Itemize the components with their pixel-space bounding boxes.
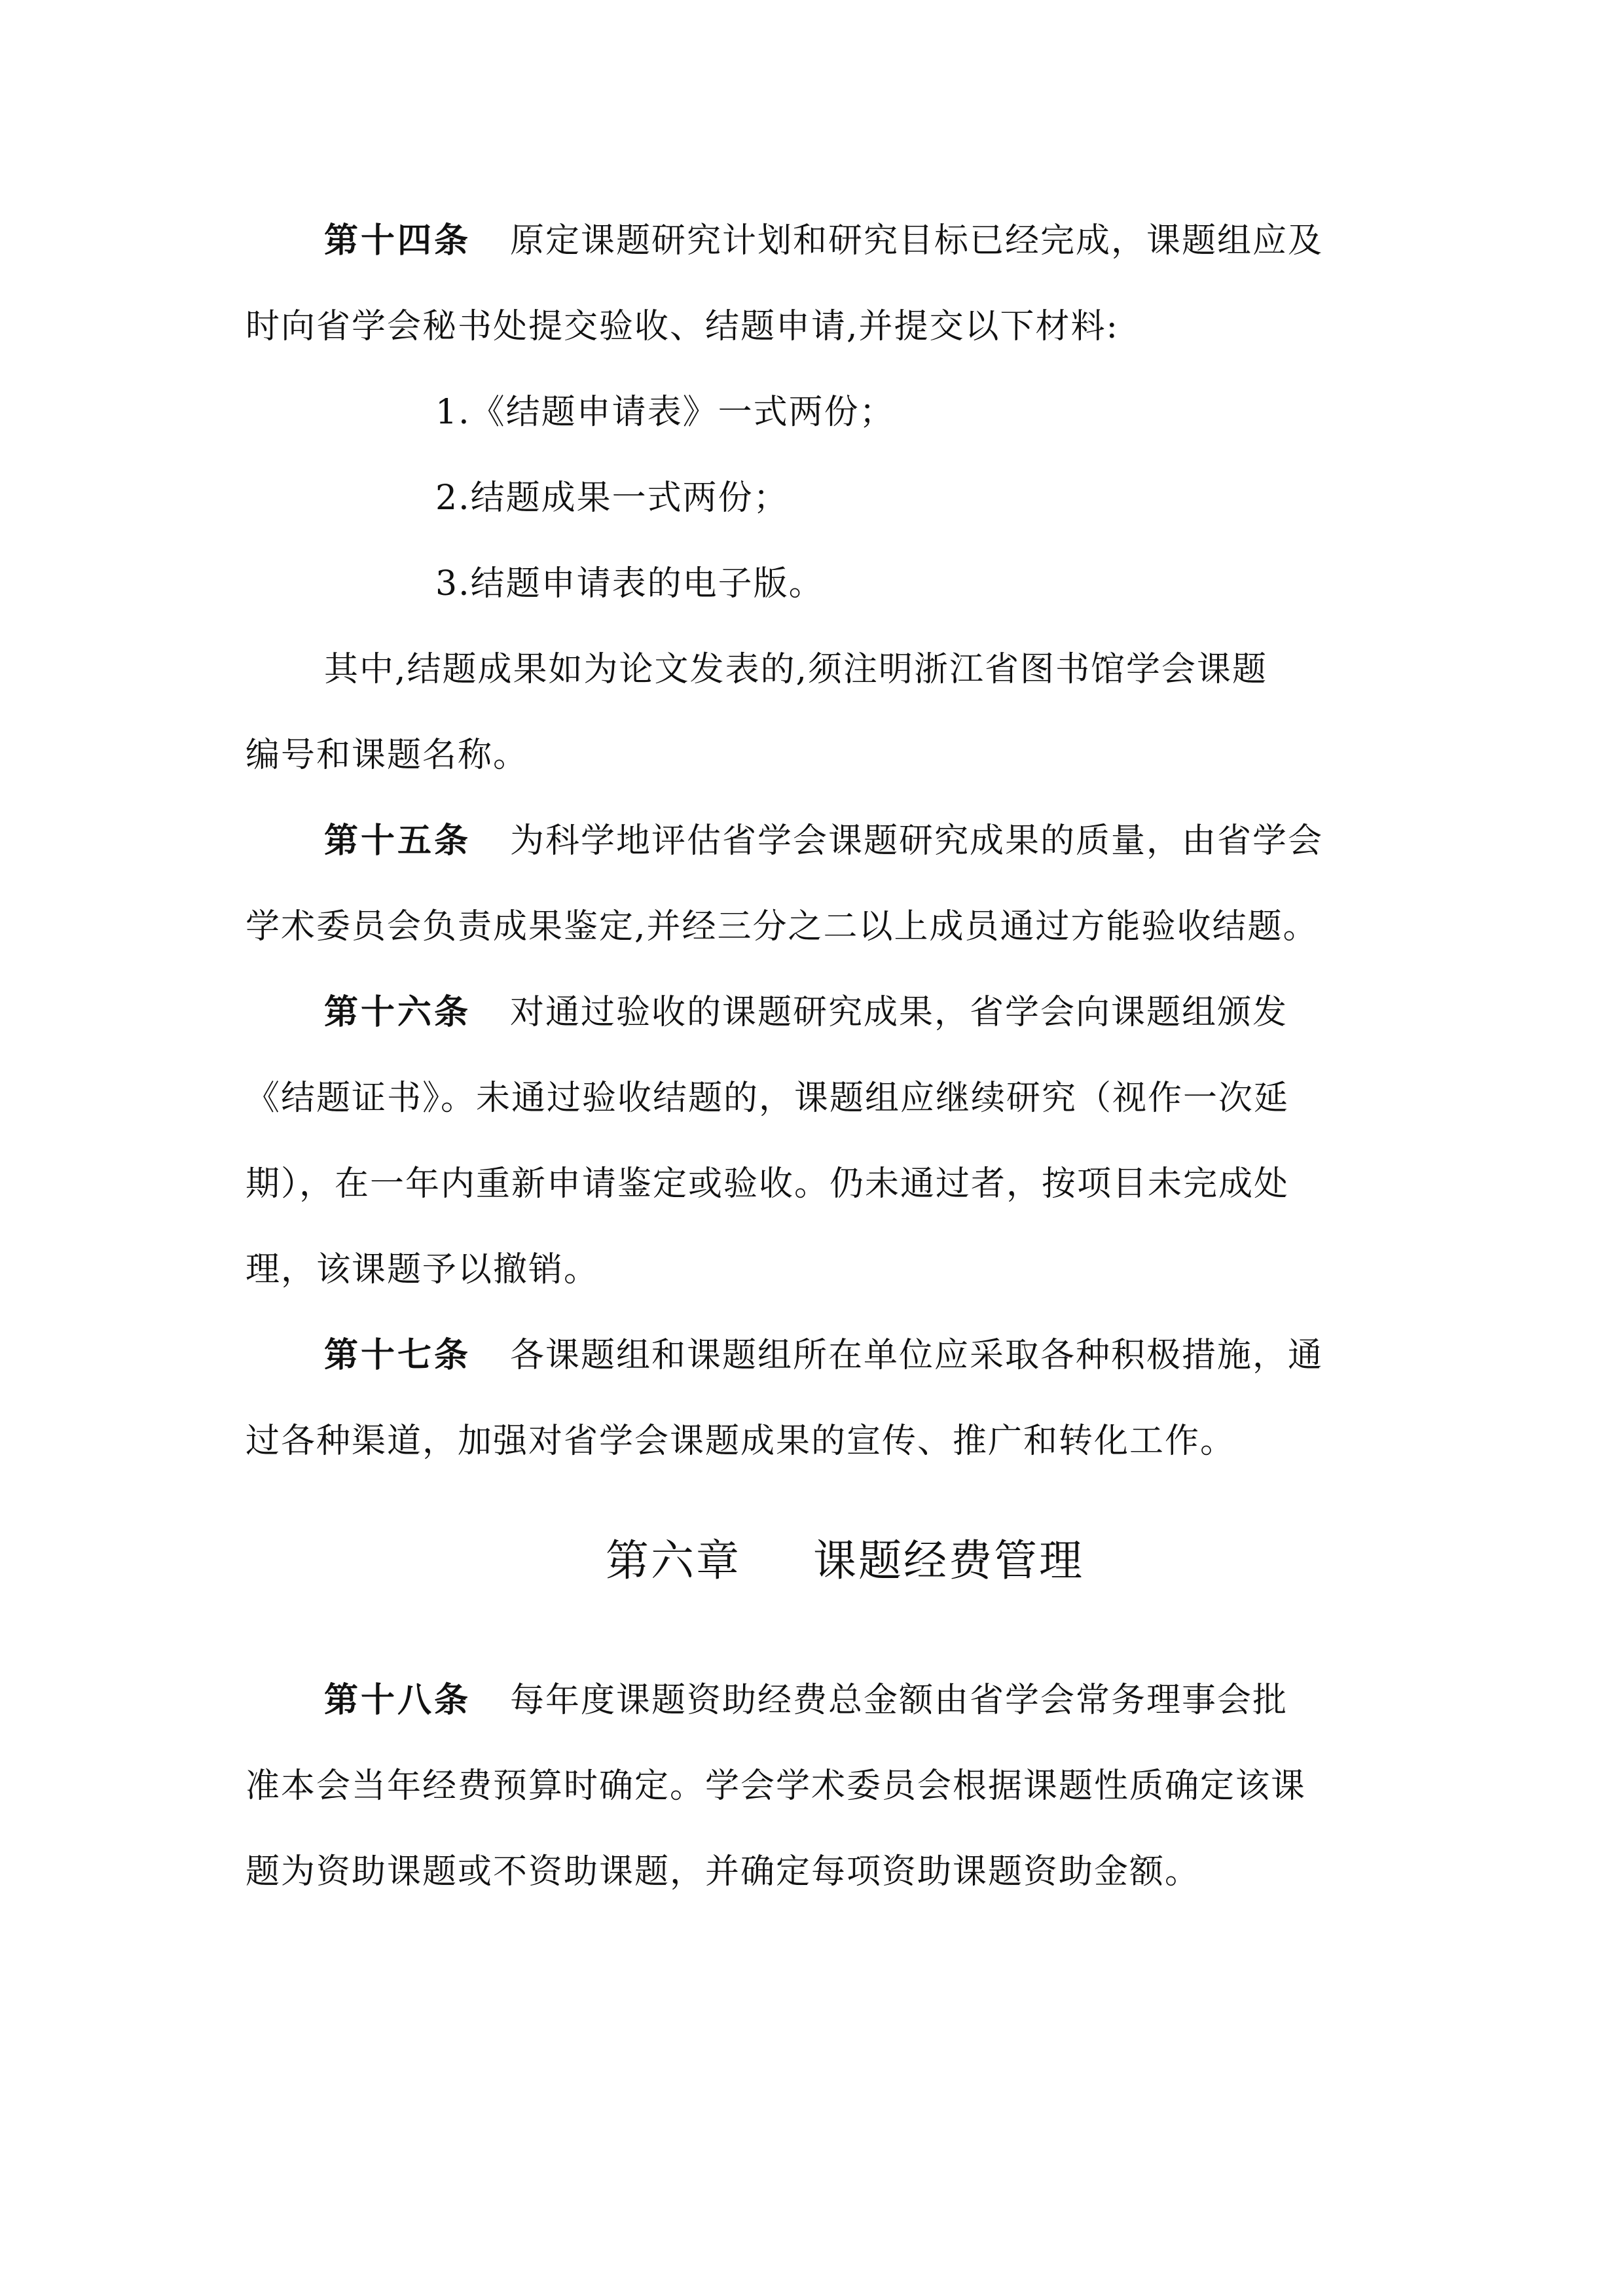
article-17-line-2: 过各种渠道，加强对省学会课题成果的宣传、推广和转化工作。 [246, 1422, 1236, 1461]
article-18-text-1: 每年度课题资助经费总金额由省学会常务理事会批 [510, 1681, 1288, 1720]
article-16-line-4: 理，该课题予以撤销。 [246, 1250, 600, 1289]
article-14-item-3: 3.结题申请表的电子版。 [435, 564, 824, 603]
article-16-line-3: 期），在一年内重新申请鉴定或验收。仍未通过者，按项目未完成处 [246, 1164, 1290, 1204]
article-17-line-1 [324, 1332, 1323, 1379]
article-15-line-1 [324, 817, 1323, 865]
article-16-line-2: 《结题证书》。未通过验收结题的，课题组应继续研究（视作一次延 [246, 1079, 1290, 1118]
article-14-item-2: 2.结题成果一式两份； [435, 478, 789, 518]
article-15-text-1: 为科学地评估省学会课题研究成果的质量，由省学会 [510, 821, 1324, 861]
article-16-label: 第十六条 [324, 992, 471, 1032]
article-17-label: 第十七条 [324, 1335, 471, 1375]
article-18-line-1 [324, 1677, 1288, 1724]
article-17-text-1: 各课题组和课题组所在单位应采取各种积极措施，通 [510, 1336, 1324, 1375]
article-14-label: 第十四条 [324, 221, 471, 260]
article-16-text-1: 对通过验收的课题研究成果，省学会向课题组颁发 [510, 993, 1288, 1032]
article-14-text-1: 原定课题研究计划和研究目标已经完成，课题组应及 [510, 221, 1324, 260]
article-16-line-1 [324, 989, 1288, 1036]
chapter-heading [606, 1532, 1084, 1590]
article-14-note-line-2: 编号和课题名称。 [246, 736, 529, 775]
chapter-title: 课题经费管理 [813, 1535, 1084, 1586]
article-14-item-1: 1.《结题申请表》一式两份； [435, 393, 895, 432]
article-14-note-line-1: 其中,结题成果如为论文发表的,须注明浙江省图书馆学会课题 [324, 650, 1268, 689]
article-18-label: 第十八条 [324, 1680, 471, 1720]
article-15-label: 第十五条 [324, 821, 471, 861]
article-18-line-3: 题为资助课题或不资助课题，并确定每项资助课题资助金额。 [246, 1852, 1201, 1892]
article-14-line-1 [324, 217, 1323, 264]
article-15-line-2: 学术委员会负责成果鉴定,并经三分之二以上成员通过方能验收结题。 [246, 907, 1319, 946]
chapter-number: 第六章 [606, 1535, 741, 1586]
article-14-line-2: 时向省学会秘书处提交验收、结题申请,并提交以下材料: [246, 307, 1120, 346]
article-18-line-2: 准本会当年经费预算时确定。学会学术委员会根据课题性质确定该课 [246, 1767, 1307, 1806]
